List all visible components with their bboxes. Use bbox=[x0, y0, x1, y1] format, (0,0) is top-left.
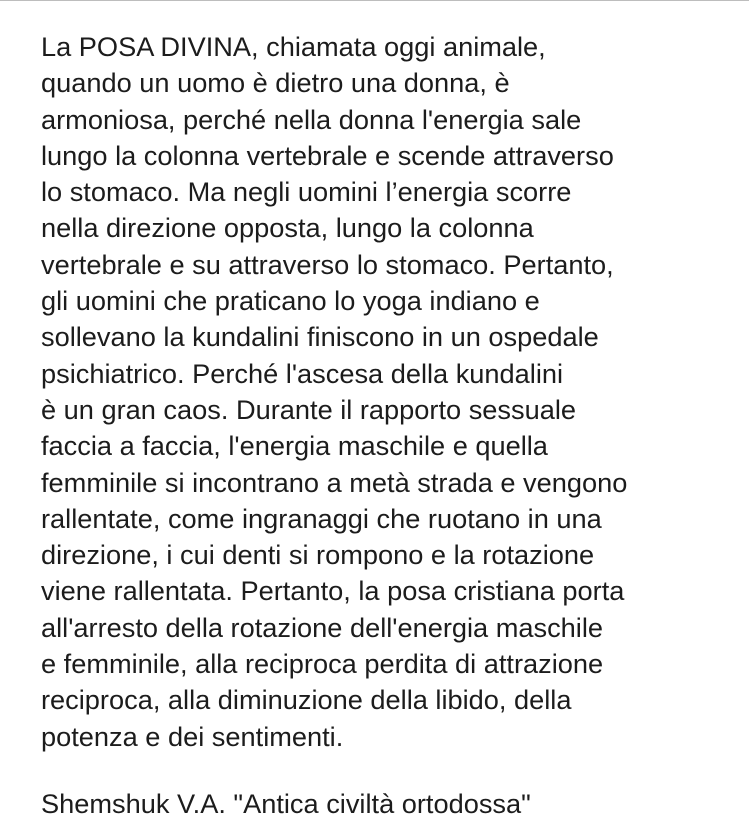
post-line: sollevano la kundalini finiscono in un ospedale bbox=[41, 321, 599, 353]
post-line: lo stomaco. Ma negli uomini l’energia scorre bbox=[41, 176, 572, 208]
top-divider bbox=[0, 0, 749, 1]
post-line: quando un uomo è dietro una donna, è bbox=[41, 67, 510, 99]
post-line: è un gran caos. Durante il rapporto sessuale bbox=[41, 393, 577, 425]
post-line: lungo la colonna vertebrale e scende attraverso bbox=[41, 139, 614, 171]
post-line: nella direzione opposta, lungo la colonna bbox=[41, 212, 534, 244]
post-line: femminile si incontrano a metà strada e vengono bbox=[41, 466, 628, 498]
post-line: viene rallentata. Pertanto, la posa cristiana porta bbox=[41, 575, 625, 607]
post-line: gli uomini che praticano lo yoga indiano e bbox=[41, 285, 540, 317]
post-line: faccia a faccia, l'energia maschile e quella bbox=[41, 430, 548, 462]
post-line: psichiatrico. Perché l'ascesa della kundalini bbox=[41, 357, 564, 389]
post-line: armoniosa, perché nella donna l'energia sale bbox=[41, 103, 582, 135]
post-line: all'arresto della rotazione dell'energia maschile bbox=[41, 611, 603, 643]
post-body bbox=[41, 29, 741, 755]
post-line: potenza e dei sentimenti. bbox=[41, 720, 344, 752]
post-line: direzione, i cui denti si rompono e la rotazione bbox=[41, 539, 595, 571]
post-line: La POSA DIVINA, chiamata oggi animale, bbox=[41, 31, 546, 62]
post-line: rallentate, come ingranaggi che ruotano in una bbox=[41, 502, 602, 534]
post-line: e femminile, alla reciproca perdita di attrazione bbox=[41, 648, 604, 680]
post-line: vertebrale e su attraverso lo stomaco. Pertanto, bbox=[41, 248, 614, 280]
citation: Shemshuk V.A. "Antica civiltà ortodossa" bbox=[41, 788, 531, 819]
post-line: reciproca, alla diminuzione della libido, della bbox=[41, 684, 572, 716]
